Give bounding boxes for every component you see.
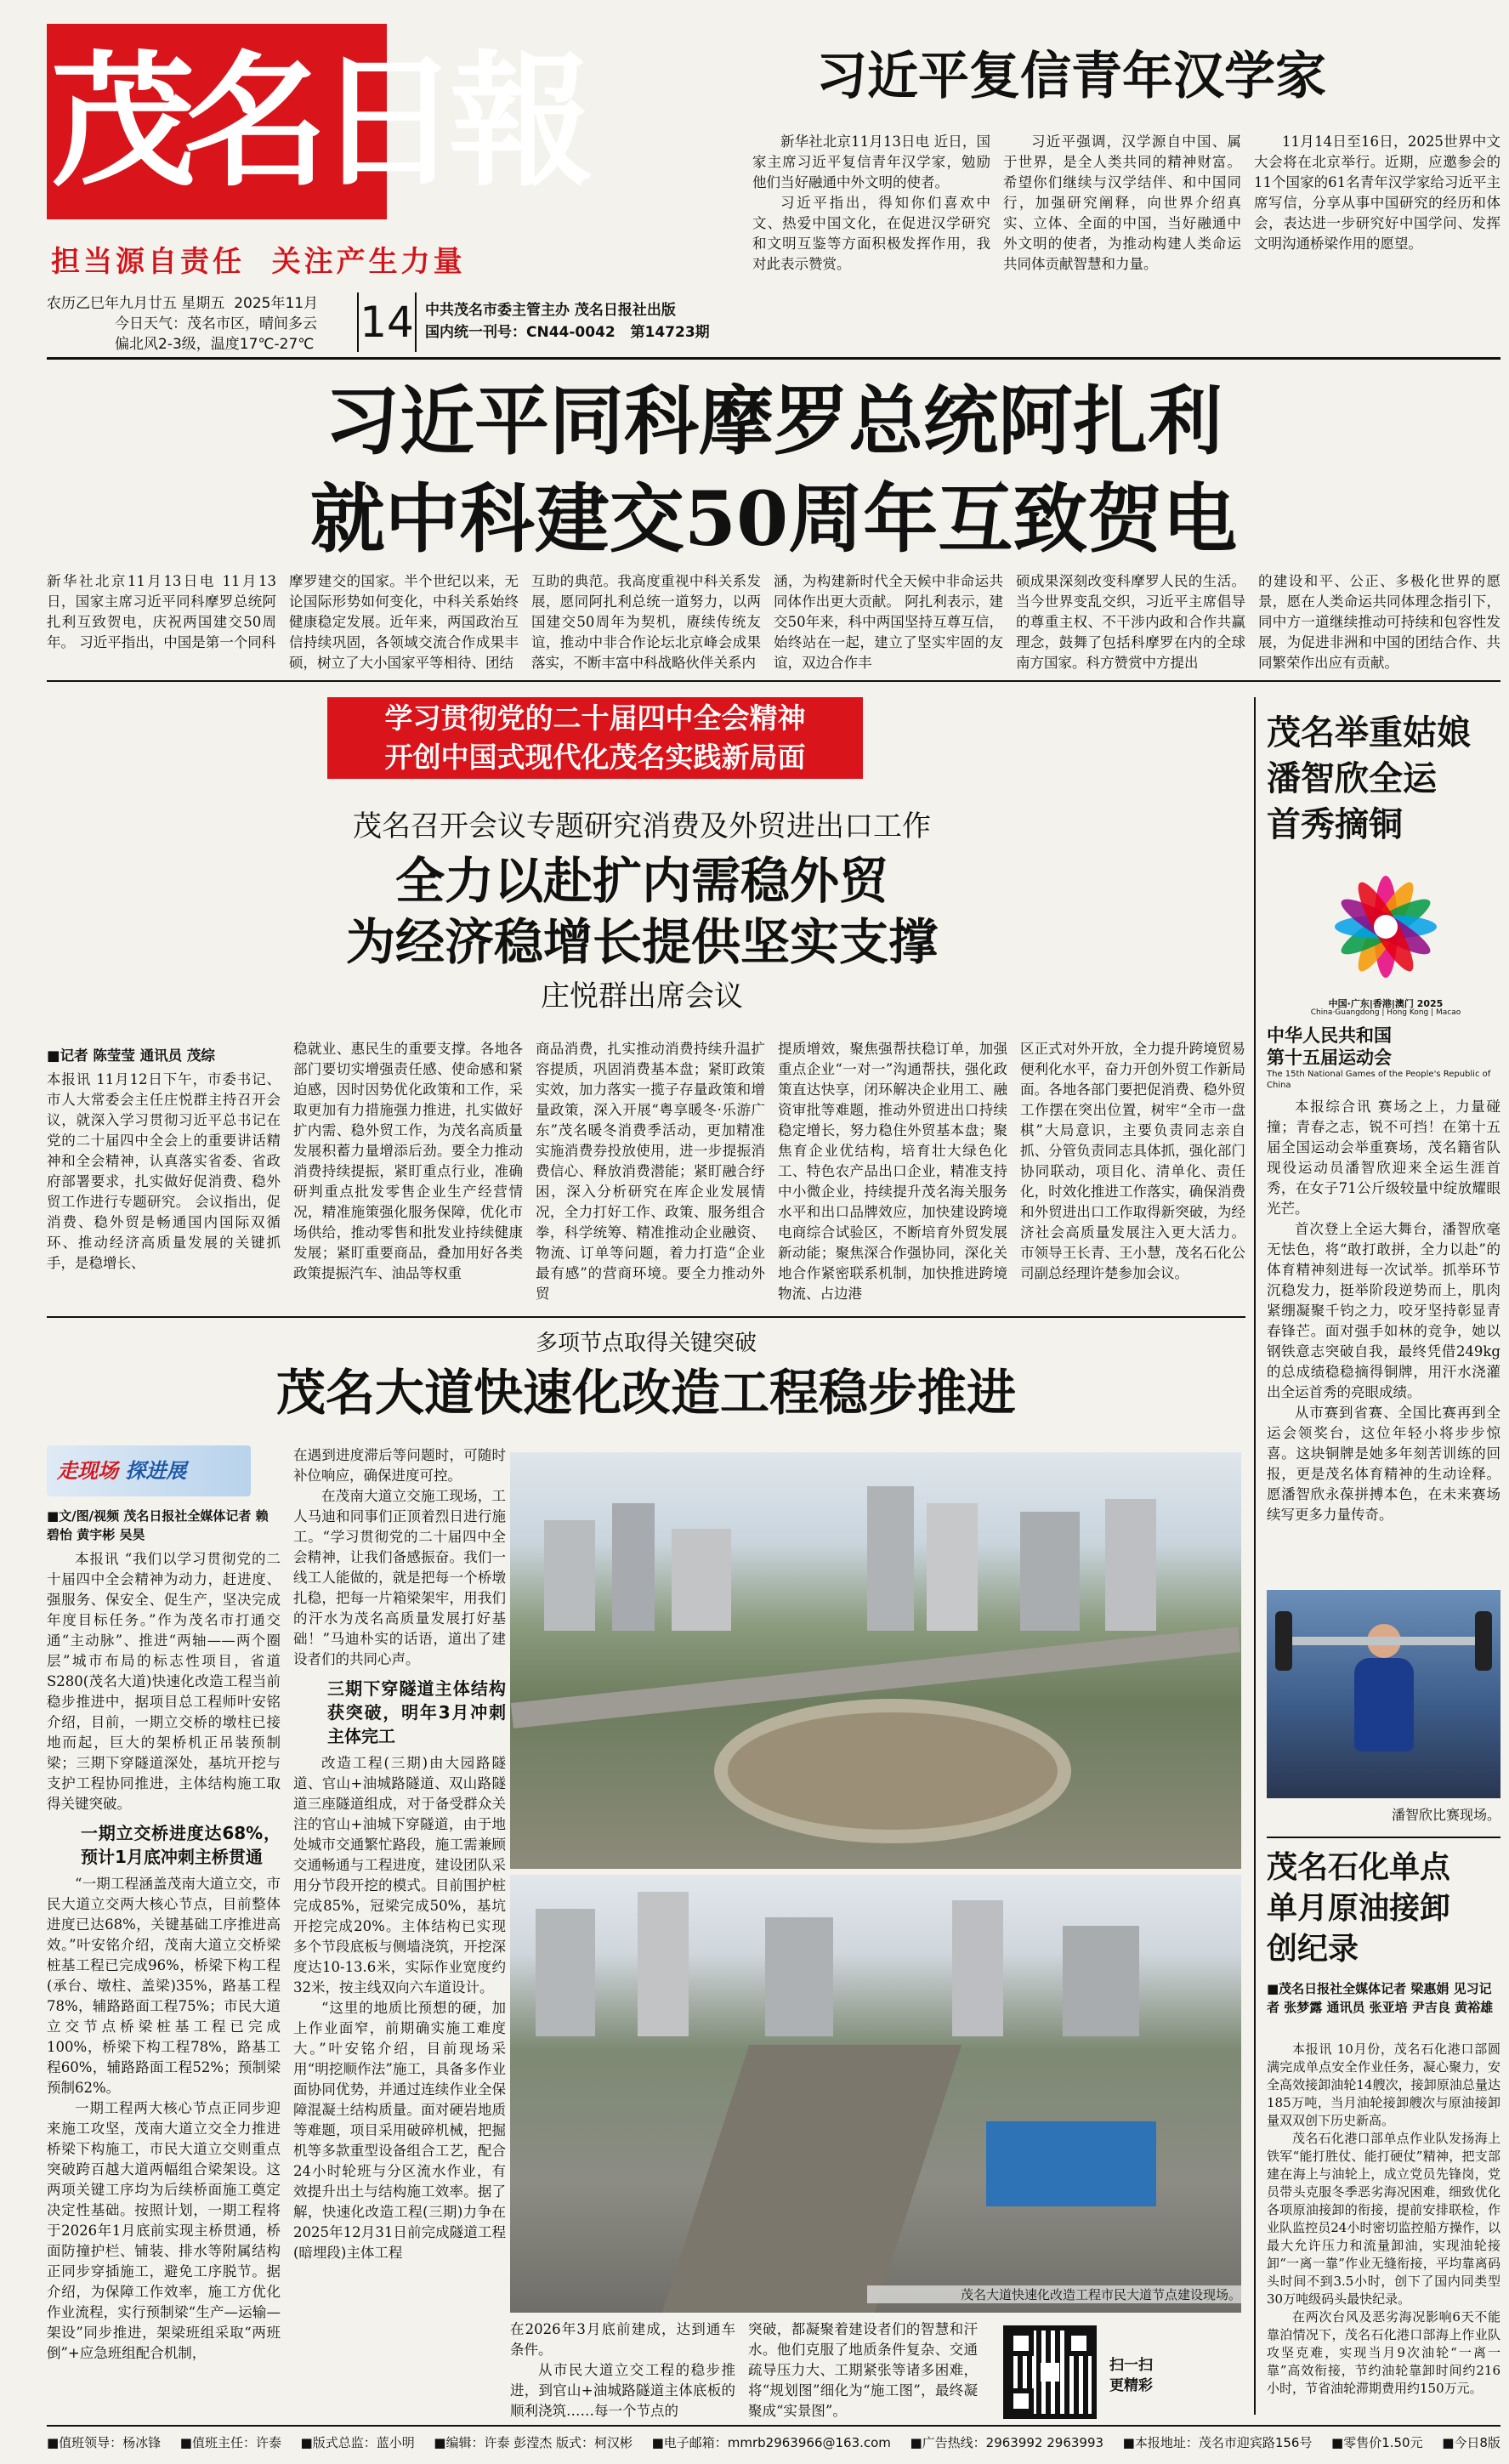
road-col2-p4: “这里的地质比预想的硬，加上作业面窄，前期确实施工难度大。”叶安铭介绍，目前现场采用“明挖顺作法”施工，具备多作业面协同优势，并通过连续作业全保障混凝土结构质量。面对硬岩地质等难题，项目采用破碎机械，把掘机等多款重型设备组合工艺，配合24小时轮班与分区流水作业，有效提升出土与结构施工效率。据了解，快速化改造工程(三期)力争在2025年12月31日前完成隧道工程(暗埋段)主体工程 — [293, 2000, 506, 2261]
lead-col5: 硕成果深刻改变科摩罗人民的生活。当今世界变乱交织，习近平主席倡导的尊重主权、不干涉内政和合作共赢理念，鼓舞了包括科摩罗在内的全球南方国家。科方赞赏中方提出 — [1016, 573, 1245, 671]
lead-col6: 的建设和平、公正、多极化世界的愿景，愿在人类命运共同体理念指引下，同中方一道继续推动可持续和包容性发展，为促进非洲和中国的团结合作、共同繁荣作出应有贡献。 — [1258, 573, 1500, 671]
road-col2-p1: 在遇到进度滞后等问题时，可随时补位响应，确保进度可控。 — [293, 1447, 506, 1484]
road-col1 — [47, 1549, 281, 2364]
top-story-p4: 11月14日至16日，2025世界中文大会将在北京举行。近期，应邀参会的11个国家的61名青年汉学家给习近平主席写信，分享从事中国研究的经历和体会，表达进一步研究好中国学问、发挥文明沟通桥梁作用的愿望。 — [1254, 133, 1500, 252]
sponsor-line: 中共茂名市委主管主办 茂名日报社出版 — [425, 302, 676, 319]
weather-line2: 偏北风2-3级，温度17℃-27℃ — [115, 336, 315, 353]
road-col3 — [510, 2319, 735, 2421]
footer-price: ■零售价1.50元 — [1331, 2435, 1423, 2450]
sports-headline — [1267, 710, 1505, 848]
footer-address: ■本报地址：茂名市迎宾路156号 — [1122, 2435, 1313, 2450]
sports-p1: 本报综合讯 赛场之上，力量碰撞；青春之志，锐不可挡！在第十五届全国运动会举重赛场，茂名籍省队现役运动员潘智欣迎来全运生涯首秀，在女子71公斤级较量中绽放耀眼光芒。 — [1267, 1099, 1500, 1217]
national-games-logo — [1309, 859, 1462, 995]
lead-story-headline-1: 习近平同科摩罗总统阿扎利 — [324, 377, 1223, 465]
section-logo-label2: 探进展 — [125, 1459, 187, 1483]
consumption-kicker: 茂名召开会议专题研究消费及外贸进出口工作 — [353, 809, 931, 843]
logo-caption-en: China·Guangdong | Hong Kong | Macao — [1310, 1008, 1461, 1017]
masthead-slogan: 担当源自责任 关注产生力量 — [51, 245, 466, 279]
road-byline: ■文/图/视频 茂名日报社全媒体记者 赖碧怡 黄宇彬 吴昊 — [47, 1508, 269, 1542]
sports-headline-3: 首秀摘铜 — [1267, 804, 1403, 844]
lead-divider — [47, 680, 1500, 682]
qr-label-2: 更精彩 — [1109, 2377, 1153, 2394]
road-col2 — [293, 1445, 506, 2263]
masthead-title: 茂名日報 — [51, 37, 582, 207]
logo-caption-cn: 中国·广东|香港|澳门 2025 — [1328, 998, 1444, 1009]
qr-label — [1109, 2355, 1194, 2396]
petrochem-byline: ■茂名日报社全媒体记者 梁惠娟 见习记者 张梦露 通讯员 张亚培 尹吉良 黄裕雄 — [1267, 1981, 1494, 2015]
games-title-block — [1267, 1025, 1500, 1091]
consumption-headline-2: 为经济稳增长提供坚实支撑 — [345, 913, 938, 971]
qr-code[interactable] — [1003, 2325, 1097, 2419]
lunar-date: 农历乙巳年九月廿五 星期五 — [47, 295, 225, 312]
road-photo-caption: 茂名大道快速化改造工程市民大道节点建设现场。 — [867, 2285, 1241, 2303]
footer-editors: ■编辑：许泰 彭滢杰 版式：柯汉彬 — [434, 2435, 633, 2450]
year-month: 2025年11月 — [234, 295, 319, 312]
masthead-info — [47, 293, 353, 355]
road-col1-p3: 一期工程两大核心节点正同步迎来施工攻坚，茂南大道立交全力推进桥梁下构施工，市民大道立交则重点突破跨百越大道两幅组合梁架设。这两项关键工序均为后续桥面施工奠定决定性基础。按照计划，一期工程将于2026年1月底前实现主桥贯通，桥面防撞护栏、铺装、排水等附属结构正同步穿插施工，避免工序脱节。据介绍，为保障工作效率，施工方优化作业流程，实行预制梁“生产—运输—架设”同步推进，架梁班组采取“两班倒”+应急班组配合机制， — [47, 2100, 281, 2361]
footer-ad-hotline: ■广告热线：2963992 2963993 — [910, 2435, 1104, 2450]
road-col2-p2: 在茂南大道立交施工现场，工人马迪和同事们正顶着烈日进行施工。“学习贯彻党的二十届四中全会精神，让我们备感振奋。我们一线工人能做的，就是把每一个桥墩扎稳，把每一片箱梁架牢，用我们的汗水为茂名高质量发展打好基础！”马迪朴实的话语，道出了建设者们的共同心声。 — [293, 1488, 506, 1667]
games-cn-line2: 第十五届运动会 — [1267, 1047, 1392, 1068]
lead-col3: 互助的典范。我高度重视中科关系发展，愿同阿扎利总统一道努力，以两国建交50周年为契机，赓续传统友谊，推动中非合作论坛北京峰会成果落实，不断丰富中科战略伙伴关系内 — [531, 573, 761, 671]
footer-bar — [47, 2430, 1500, 2455]
petrochem-headline-1: 茂名石化单点 — [1267, 1849, 1451, 1885]
road-kicker: 多项节点取得关键突破 — [535, 1331, 757, 1356]
road-subhead-2: 三期下穿隧道主体结构获突破，明年3月冲刺主体完工 — [327, 1678, 506, 1746]
theme-banner — [327, 697, 863, 779]
top-story-p3: 习近平强调，汉学源自中国、属于世界，是全人类共同的精神财富。希望你们继续与汉学结伴、和中国同行，加强研究阐释，向世界介绍真实、立体、全面的中国，当好融通中外文明的使者，为推动构建人类命运共同体贡献智慧和力量。 — [1003, 133, 1241, 272]
petrochem-p2: 茂名石化港口部单点作业队发扬海上铁军“能打胜仗、能打硬仗”精神，把支部建在海上与油轮上，成立党员先锋岗，党员带头克服冬季恶劣海况困难，细致优化各项原油接卸的衔接，提前安排联检，作业队监控员24小时密切监控船方操作，以最大允许压力和流量卸油，实现油轮接卸“一离一靠”作业无缝衔接，平均靠离码头时间不到3.5小时，创下了国内同类型30万吨级码头最快纪录。 — [1267, 2131, 1500, 2307]
footer-duty-director: ■值班主任：许泰 — [179, 2435, 281, 2450]
lead-col2: 摩罗建交的国家。半个世纪以来，无论国际形势如何变化，中科关系始终健康稳定发展。近年来，两国政治互信持续巩固，各领域交流合作成果丰硕，树立了大小国家平等相待、团结 — [289, 573, 519, 671]
road-col3-p1: 在2026年3月底前建成，达到通车条件。 — [510, 2321, 735, 2358]
road-col4-p1: 突破，都凝聚着建设者们的智慧和汗水。他们克服了地质条件复杂、交通疏导压力大、工期紧张等诸多困难，将“规划图”细化为“施工图”，最终凝聚成“实景图”。 — [748, 2321, 978, 2419]
top-story-col2 — [1003, 132, 1241, 275]
petrochem-headline-2: 单月原油接卸 — [1267, 1890, 1451, 1926]
sports-headline-1: 茂名举重姑娘 — [1267, 713, 1471, 752]
right-column-divider — [1254, 697, 1256, 2415]
qr-label-1: 扫一扫 — [1109, 2357, 1153, 2374]
section-logo-label1: 走现场 — [57, 1459, 118, 1483]
consumption-col4: 提质增效，聚焦强帮扶稳订单，加强重点企业“一对一”沟通帮扶，强化政策直达快享，闭环解决企业用工、融资审批等难题，推动外贸进出口持续稳定增长，努力稳住外贸基本盘；聚焦育企业优结构，培育壮大绿色化工、特色农产品出口企业，精准支持中小微企业，持续提升茂名海关服务水平和出口品牌效应，加快建设跨境电商综合试验区，不断培育外贸发展新动能；聚焦深合作强协同，深化关地合作紧密联系机制，加快推进跨境物流、占边港 — [778, 1041, 1007, 1302]
road-col2-p3: 改造工程(三期)由大园路隧道、官山+油城路隧道、双山路隧道三座隧道组成，对于备受群众关注的官山+油城下穿隧道，由于地处城市交通繁忙路段，施工需兼顾交通畅通与工程进度，建设团队采用分节段开挖的模式。目前围护桩完成85%，冠梁完成50%，基坑开挖完成20%。主体结构已实现多个节段底板与侧墙浇筑，开挖深度达10-13.6米，实际作业宽度约32米，按主线双向六车道设计。 — [293, 1755, 506, 1996]
road-photo-bottom — [510, 1875, 1241, 2313]
top-story-headline: 习近平复信青年汉学家 — [816, 47, 1326, 106]
consumption-headline-1: 全力以赴扩内需稳外贸 — [394, 852, 888, 910]
games-en: The 15th National Games of the People's Republic of China — [1267, 1070, 1491, 1090]
games-cn-line1: 中华人民共和国 — [1267, 1025, 1392, 1046]
footer-email[interactable]: ■电子邮箱：mmrb2963966@163.com — [651, 2435, 891, 2450]
petrochem-body — [1267, 2041, 1500, 2398]
cn-number: 国内统一刊号：CN44-0042 — [425, 324, 616, 341]
masthead-publisher — [425, 299, 833, 343]
sports-photo-caption: 潘智欣比赛现场。 — [1391, 1807, 1500, 1823]
petrochem-p3: 在两次台风及恶劣海况影响6天不能靠泊情况下，茂名石化港口部海上作业队攻坚克难，实现当月9次油轮“一离一靠”高效衔接，节约油轮靠卸时间约216小时，节省油轮滞期费用约150万元。 — [1267, 2309, 1500, 2396]
consumption-col5: 区正式对外开放，全力提升跨境贸易便利化水平，奋力开创外贸工作新局面。各地各部门要把促消费、稳外贸工作摆在突出位置，树牢“全市一盘棋”大局意识，主要负责同志亲自抓、分管负责同志具体抓，强化部门协同联动，项目化、清单化、责任化，时效化推进工作落实，确保消费和外贸进出口工作取得新突破，为经济社会高质量发展注入更大活力。 市领导王长青、王小慧，茂名石化公司副总经理许楚参加会议。 — [1020, 1041, 1245, 1281]
consumption-col1: 本报讯 11月12日下午，市委书记、市人大常委会主任庄悦群主持召开会议，就深入学习贯彻习近平总书记在党的二十届四中全会上的重要讲话精神和全会精神，认真落实省委、省政府部署要求，扎实做好促消费、稳外贸工作进行专题研究。 会议指出，促消费、稳外贸是畅通国内国际双循环、推动经济高质量发展的关键抓手，是稳增长、 — [47, 1071, 281, 1271]
top-story-col3 — [1254, 132, 1500, 254]
road-subhead-1: 一期立交桥进度达68%，预计1月底冲刺主桥贯通 — [81, 1823, 281, 1867]
flower-logo-icon — [1309, 859, 1462, 995]
road-headline: 茂名大道快速化改造工程稳步推进 — [275, 1364, 1016, 1422]
footer-layout-director: ■版式总监：蓝小明 — [300, 2435, 415, 2450]
road-col1-p2: “一期工程涵盖茂南大道立交，市民大道立交两大核心节点，目前整体进度已达68%，关键基础工序推进高效。”叶安铭介绍，茂南大道立交桥梁桩基工程已完成96%，桥梁下构工程(承台、墩柱、盖梁)35%，路基工程78%，辅路路面工程75%；市民大道立交节点桥梁桩基工程已完成100%，桥梁下构工程78%，路基工程60%，辅路路面工程52%；预制梁预制62%。 — [47, 1876, 281, 2096]
footer-duty-leader: ■值班领导：杨冰锋 — [47, 2435, 162, 2450]
petrochem-p1: 本报讯 10月份，茂名石化港口部圆满完成单点安全作业任务，凝心聚力，安全高效接卸油轮14艘次，接卸原油总量达185万吨，当月油轮接卸艘次与原油接卸量双双创下历史新高。 — [1267, 2041, 1500, 2128]
banner-line2: 开创中国式现代化茂名实践新局面 — [384, 741, 806, 774]
right-story-divider — [1267, 1837, 1500, 1838]
consumption-subhead: 庄悦群出席会议 — [541, 979, 743, 1013]
road-photo-top — [510, 1452, 1241, 1869]
sports-body — [1267, 1097, 1500, 1525]
lead-col1: 新华社北京11月13日电 11月13日，国家主席习近平同科摩罗总统阿扎利互致贺电，庆祝两国建交50周年。 习近平指出，中国是第一个同科 — [47, 573, 276, 650]
road-col4 — [748, 2319, 978, 2421]
sports-photo — [1267, 1590, 1500, 1798]
footer-pages: ■今日8版 — [1442, 2435, 1500, 2450]
issue-number: 第14723期 — [630, 324, 710, 341]
lead-col4: 涵，为构建新时代全天候中非命运共同体作出更大贡献。 阿扎利表示，建交50年来，科中两国坚持互尊互信，始终站在一起，建立了坚实牢固的友谊，双边合作丰 — [774, 573, 1003, 671]
sports-p3: 从市赛到省赛、全国比赛再到全运会领奖台，这位年轻小将步步惊喜。这块铜牌是她多年刻苦训练的回报，更是茂名体育精神的生动诠释。愿潘智欣永葆拼搏本色，在未来赛场续写更多力量传奇。 — [1267, 1405, 1500, 1523]
weather-line1: 今日天气：茂名市区，晴间多云 — [115, 315, 317, 332]
petrochem-headline — [1267, 1847, 1505, 1969]
lead-story-headline-2: 就中科建交50周年互致贺电 — [309, 474, 1238, 563]
footer-rule — [47, 2425, 1500, 2427]
consumption-col3: 商品消费，扎实推动消费持续升温扩容提质，巩固消费基本盘；紧盯政策实效，加力落实一揽子存量政策和增量政策，深入开展“粤享暖冬·乐游广东”茂名暖冬消费季活动，更加精准实施消费券投放使用，进一步提振消费信心、释放消费潜能；紧盯融合纾困，深入分析研究在库企业发展情况，全力打好工作、政策、服务组合拳，科学统筹、精准推动企业融资、物流、订单等问题，着力打造“企业最有感”的营商环境。要全力推动外贸 — [536, 1041, 765, 1302]
masthead-divider — [47, 357, 1500, 360]
top-story-p1: 新华社北京11月13日电 近日，国家主席习近平复信青年汉学家，勉励他们当好融通中外文明的使者。 — [752, 133, 990, 190]
road-col1-p1: 本报讯 “我们以学习贯彻党的二十届四中全会精神为动力，赶进度、强服务、保安全、促生产，坚决完成年度目标任务。”作为茂名市打通交通“主动脉”、推进“两轴——两个圈层”城市布局的标志性项目，省道S280(茂名大道)快速化改造工程当前稳步推进中，据项目总工程师叶安铭介绍，目前，一期立交桥的墩柱已接地而起，巨大的架桥机正吊装预制梁；三期下穿隧道深处，基坑开挖与支护工程协同推进，主体结构施工取得关键突破。 — [47, 1551, 281, 1812]
road-section-logo — [47, 1445, 251, 1496]
petrochem-headline-3: 创纪录 — [1267, 1931, 1359, 1967]
consumption-byline: ■记者 陈莹莹 通讯员 茂综 — [47, 1047, 215, 1064]
consumption-col2: 稳就业、惠民生的重要支撑。各地各部门要切实增强责任感、使命感和紧迫感，因时因势优化政策和工作，采取更加有力措施强力推进，扎实做好扩内需、稳外贸工作，为茂名高质量发展积蓄力量增添后劲。要全力推动消费持续提振，紧盯重点行业，准确研判重点批发零售企业生产经营情况，精准施策强化服务保障，优化市场供给，推动零售和批发业持续健康发展；紧盯重要商品，叠加用好各类政策提振汽车、油品等权重 — [293, 1041, 523, 1281]
top-story-col1 — [752, 132, 990, 275]
road-col3-p2: 从市民大道立交工程的稳步推进，到官山+油城路隧道主体底板的顺利浇筑……每一个节点的 — [510, 2362, 735, 2419]
masthead-day: 14 — [357, 292, 417, 352]
sports-headline-2: 潘智欣全运 — [1267, 758, 1437, 798]
sports-p2: 首次登上全运大舞台，潘智欣毫无怯色，将“敢打敢拼，全力以赴”的体育精神刻进每一次试举。抓举环节沉稳发力，挺举阶段逆势而上，肌肉紧绷凝聚千钧之力，咬牙坚持彰显青春锋芒。面对强手如林的竞争，她以钢铁意志突破自我，最终凭借249kg的总成绩稳稳摘得铜牌，用汗水浇灌出全运首秀的亮眼成绩。 — [1267, 1221, 1500, 1400]
top-story-p2: 习近平指出，得知你们喜欢中文、热爱中国文化，在促进汉学研究和文明互鉴等方面积极发挥作用，我对此表示赞赏。 — [752, 195, 990, 272]
banner-line1: 学习贯彻党的二十届四中全会精神 — [384, 701, 806, 735]
consumption-divider — [47, 1316, 1245, 1318]
